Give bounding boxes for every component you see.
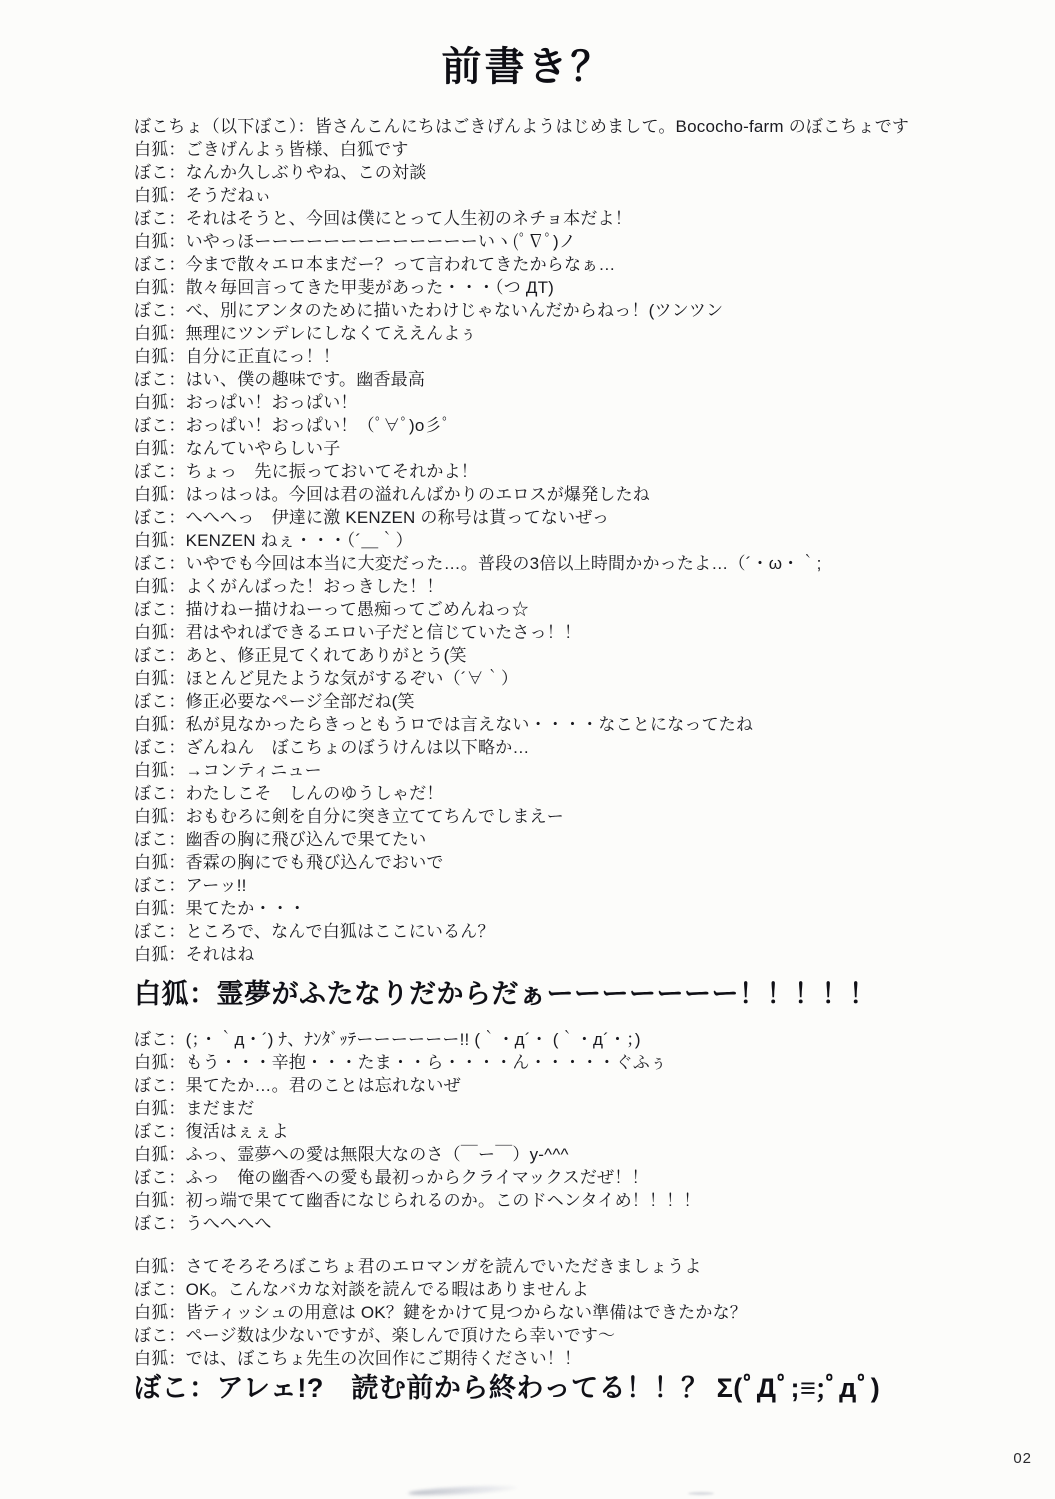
dialogue-line: 白狐：おっぱい！おっぱい！ xyxy=(134,393,358,412)
dialogue-line: ぼこ：幽香の胸に飛び込んで果てたい xyxy=(134,830,427,849)
dialogue-line: ぼこ：へへへっ 伊達に激 KENZEN の称号は貰ってないぜっ xyxy=(134,508,610,527)
dialogue-line: 白狐：君はやればできるエロい子だと信じていたさっ！！ xyxy=(134,623,582,642)
page-title: 前書き？ xyxy=(441,45,614,89)
dialogue-line: ぼこ：ざんねん ぼこちょのぼうけんは以下略か… xyxy=(134,738,530,757)
dialogue-line: ぼこ：修正必要なページ全部だね(笑 xyxy=(134,692,415,711)
dialogue-line: ぼこ：それはそうと、今回は僕にとって人生初のネチョ本だよ！ xyxy=(134,209,632,228)
dialogue-line: ぼこ：はい、僕の趣味です。幽香最高 xyxy=(134,370,426,389)
dialogue-line: 白狐：そうだねぃ xyxy=(134,186,272,205)
dialogue-line: 白狐：なんていやらしい子 xyxy=(134,439,341,458)
dialogue-line: 白狐：散々毎回言ってきた甲斐があった・・・（つ ДT) xyxy=(134,278,555,297)
dialogue-line: 白狐：→コンティニュー xyxy=(134,761,322,780)
dialogue-line: ぼこ：復活はぇぇよ xyxy=(134,1122,289,1141)
dialogue-line: 白狐：それはね xyxy=(134,945,255,964)
dialogue-line: ぼこ：今まで散々エロ本まだー？って言われてきたからなぁ… xyxy=(134,255,616,274)
dialogue-line-emphasis: ぼこ：アレェ!? 読む前から終わってる！！？ Σ(ﾟДﾟ;≡;ﾟдﾟ) xyxy=(134,1373,881,1403)
dialogue-line: ぼこ：アーッ!! xyxy=(134,876,247,895)
dialogue-line: 白狐：果てたか・・・ xyxy=(134,899,306,918)
dialogue-line: ぼこ：なんか久しぶりやね、この対談 xyxy=(134,163,427,182)
dialogue-line: 白狐：ふっ、霊夢への愛は無限大なのさ（￣ー￣）y-^^^ xyxy=(134,1145,569,1164)
dialogue-line: 白狐：いやっほーーーーーーーーーーーーーいヽ(ﾟ∇ﾟ)ノ xyxy=(134,232,577,251)
dialogue-line: 白狐：さてそろそろぼこちょ君のエロマンガを読んでいただきましょうよ xyxy=(134,1257,702,1276)
dialogue xyxy=(0,115,1055,1406)
dialogue-line: 白狐：では、ぼこちょ先生の次回作にご期待ください！！ xyxy=(134,1349,582,1368)
dialogue-line: ぼこ：(；・｀д・´) ﾅ、ﾅﾝﾀﾞｯﾃーーーーーー!! (｀・д´・ (｀・д´・；) xyxy=(134,1030,641,1049)
dialogue-line: ぼこ：わたしこそ しんのゆうしゃだ！ xyxy=(134,784,444,803)
dialogue-line: ぼこ：描けねー描けねーって愚痴ってごめんねっ☆ xyxy=(134,600,529,619)
dialogue-line: 白狐：よくがんばった！おっきした！！ xyxy=(134,577,444,596)
dialogue-line: 白狐：私が見なかったらきっともうロでは言えない・・・・なことになってたね xyxy=(134,715,754,734)
dialogue-line: 白狐：KENZEN ねぇ・・・（´＿｀） xyxy=(134,531,413,550)
dialogue-line: ぼこ：いやでも今回は本当に大変だった…。普段の3倍以上時間かかったよ…（´・ω・｀; xyxy=(134,554,822,573)
dialogue-line: 白狐：初っ端で果てて幽香になじられるのか。このドヘンタイめ！！！！ xyxy=(134,1191,701,1210)
dialogue-line: 白狐：ごきげんよぅ皆様、白狐です xyxy=(134,140,409,159)
dialogue-line: ぼこ：うへへへへ xyxy=(134,1214,272,1233)
dialogue-line: 白狐：ほとんど見たような気がするぞい（´∀｀） xyxy=(134,669,519,688)
dialogue-line: 白狐：皆ティッシュの用意は OK？鍵をかけて見つからない準備はできたかな？ xyxy=(134,1303,747,1322)
dialogue-line: 白狐：はっはっは。今回は君の溢れんばかりのエロスが爆発したね xyxy=(134,485,650,504)
dialogue-line: ぼこ：あと、修正見てくれてありがとう(笑 xyxy=(134,646,467,665)
dialogue-line: 白狐：自分に正直にっ！！ xyxy=(134,347,341,366)
dialogue-line: ぼこちょ（以下ぼこ）：皆さんこんにちはごきげんようはじめまして。Bococho-farm のぼこちょです xyxy=(134,117,910,136)
dialogue-line: 白狐：もう・・・辛抱・・・たま・・ら・・・・ん・・・・・ぐふぅ xyxy=(134,1053,668,1072)
dialogue-line: ぼこ：ちょっ 先に振っておいてそれかよ！ xyxy=(134,462,478,481)
dialogue-line: ぼこ：OK。こんなバカな対談を読んでる暇はありませんよ xyxy=(134,1280,589,1299)
dialogue-line: 白狐：まだまだ xyxy=(134,1099,255,1118)
dialogue-line: ぼこ：ところで、なんで白狐はここにいるん？ xyxy=(134,922,495,941)
dialogue-line: ぼこ：ふっ 俺の幽香への愛も最初っからクライマックスだぜ！！ xyxy=(134,1168,649,1187)
dialogue-line: 白狐：おもむろに剣を自分に突き立ててちんでしまえー xyxy=(134,807,564,826)
dialogue-line: ぼこ：おっぱい！おっぱい！（ﾟ∀ﾟ)o彡ﾟ xyxy=(134,416,451,435)
dialogue-line: ぼこ：べ、別にアンタのために描いたわけじゃないんだからねっ！(ツンツン xyxy=(134,301,724,320)
dialogue-line: 白狐：香霖の胸にでも飛び込んでおいで xyxy=(134,853,444,872)
scan-smudge-artifact xyxy=(408,1484,518,1497)
dialogue-line: ぼこ：ページ数は少ないですが、楽しんで頂けたら幸いです～ xyxy=(134,1326,616,1345)
scan-smudge-artifact-small xyxy=(688,1492,714,1495)
dialogue-line-emphasis: 白狐：霊夢がふたなりだからだぁーーーーーーー！！！！！ xyxy=(134,979,877,1009)
dialogue-line: 白狐：無理にツンデレにしなくてええんよぅ xyxy=(134,324,477,343)
dialogue-line: ぼこ：果てたか…。君のことは忘れないぜ xyxy=(134,1076,461,1095)
page-number: 02 xyxy=(1013,1450,1032,1467)
